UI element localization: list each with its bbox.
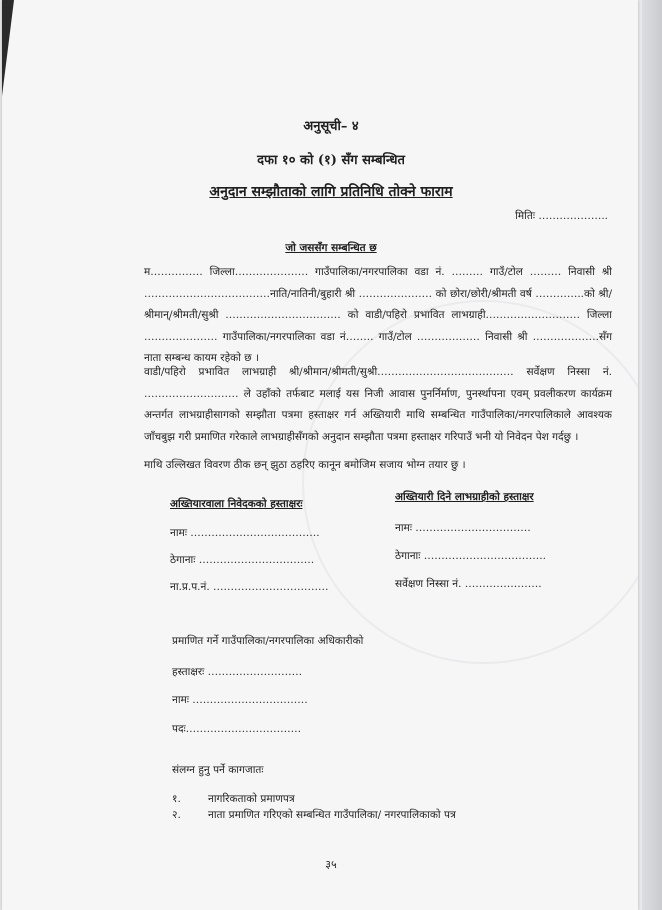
- attachment-number: २.: [172, 809, 181, 821]
- page-number: ३५: [325, 858, 337, 871]
- certification-heading: प्रमाणित गर्ने गाउँपालिका/नगरपालिका अधिकारीको: [172, 635, 364, 647]
- beneficiary-survey-field: सर्वेक्षण निस्सा नं. ………………….: [395, 578, 542, 590]
- form-title: अनुदान सम्झौताको लागि प्रतिनिधि तोक्ने फाराम: [209, 184, 453, 200]
- relationship-paragraph: म…………… जिल्ला………………… गाउँपालिका/नगरपालिका वडा नं. ……… गाउँ/टोल ……… निवासी श्री ………………………………नाति/नातिनी/बुहारी श्री ………………… को छोरा/छोरी/श्रीमती वर्ष …………..को श्री/श्रीमान्/श्रीमती/सुश्री …………………………… को वाडी/पहिरो प्रभावित लाभग्राही……………………… जिल्ला ………………… गाउँपालिका/नगरपालिका वडा नं…….. गाउँ/टोल ……………… निवासी श्री ……………….सँग नाता सम्बन्ध कायम रहेको छ ।: [144, 266, 612, 364]
- schedule-label: अनुसूची– ४: [303, 119, 359, 134]
- attachment-number: १.: [172, 793, 181, 805]
- attachment-text: नागरिकताको प्रमाणपत्र: [208, 793, 295, 805]
- applicant-citizenship-field: ना.प्र.प.नं. ……………………………: [170, 581, 329, 593]
- beneficiary-address-field: ठेगानाः ……………………………..: [395, 550, 546, 562]
- document-page: [2, 0, 638, 910]
- attachment-text: नाता प्रमाणित गरिएको सम्बन्धित गाउँपालिका/ नगरपालिकाको पत्र: [208, 809, 456, 821]
- attachments-heading: संलग्न हुनु पर्ने कागजातः: [172, 764, 264, 776]
- request-paragraph: वाडी/पहिरो प्रभावित लाभग्राही श्री/श्रीमान/श्रीमती/सुश्री………………………………… सर्वेक्षण निस्सा नं. ……………………… ले उहाँको तर्फबाट मलाई यस निजी आवास पुनर्निर्माण, पुनर्स्थापना एवम् प्रवलीकरण कार्यक्रम अन्तर्गत लाभग्राहीसागको सम्झौता पत्रमा हस्ताक्षर गर्न अख्तियारी माथि सम्बन्धित गाउँपालिका/नगरपालिकाले आवश्यक जाँचबुझ गरी प्रमाणित गरेकाले लाभग्राहीसँगको अनुदान सम्झौता पत्रमा हस्ताक्षर गरिपाउँ भनी यो निवेदन पेश गर्दछु ।: [144, 366, 612, 443]
- declaration: माथि उल्लिखत विवरण ठीक छन् झुठा ठहरिए कानून बमोजिम सजाय भोग्न तयार छु ।: [144, 459, 466, 471]
- official-name-field: नामः ……………………………: [172, 694, 308, 706]
- applicant-name-field: नामः ……………………………….: [170, 527, 320, 539]
- scan-corner-shadow: [2, 0, 14, 96]
- beneficiary-signature-heading: अख्तियारी दिने लाभग्राहीको हस्ताक्षर: [395, 491, 534, 503]
- beneficiary-name-field: नामः ……………………………: [395, 522, 531, 534]
- applicant-address-field: ठेगानाः ……………………………: [170, 554, 315, 566]
- section-reference: दफा १० को (१) सँग सम्बन्धित: [257, 153, 405, 168]
- to-whom-it-may-concern: जो जससँग सम्बन्धित छ: [285, 242, 377, 254]
- official-post-field: पदः……………………………: [172, 723, 302, 735]
- date-field: मितिः ………………..: [515, 210, 608, 222]
- official-signature-field: हस्ताक्षरः ………………………: [172, 666, 303, 678]
- next-page-edge: [642, 0, 662, 910]
- applicant-signature-heading: अख्तियारवाला निवेदकको हस्ताक्षरः: [170, 498, 303, 510]
